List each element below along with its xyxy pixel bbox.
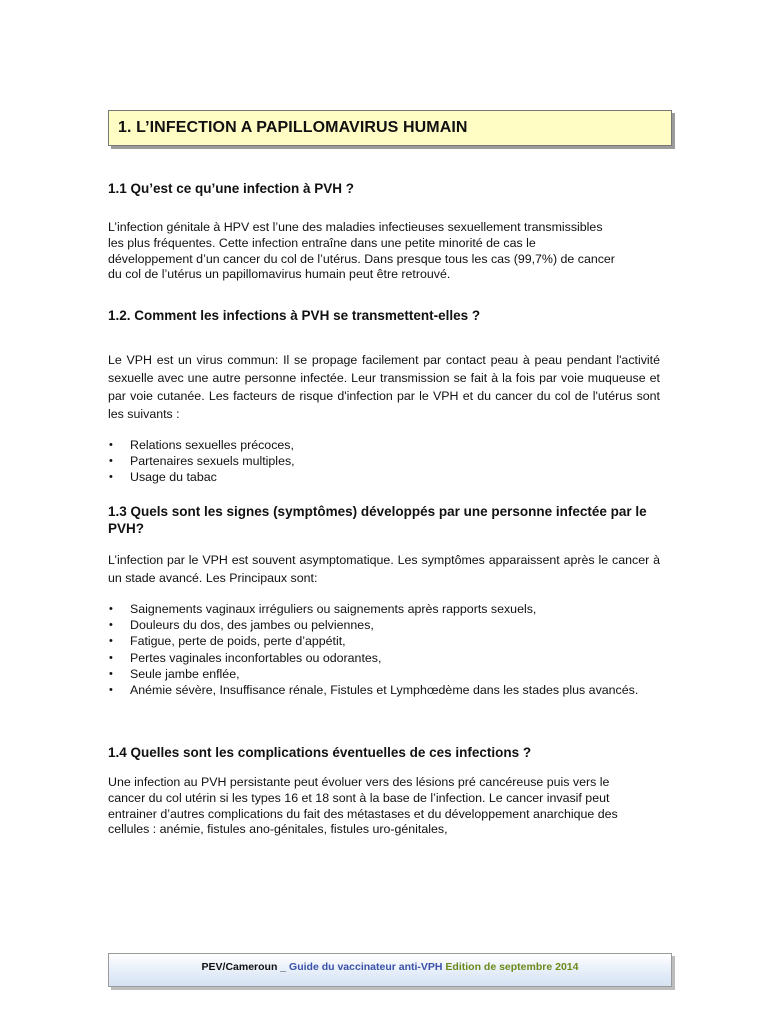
section-2-heading: 1.2. Comment les infections à PVH se transmettent-elles ? xyxy=(108,308,481,323)
page-footer xyxy=(108,953,672,987)
list-item: • Douleurs du dos, des jambes ou pelviennes, xyxy=(109,618,374,633)
bullet-icon: • xyxy=(109,667,113,680)
section-3-paragraph: L’infection par le VPH est souvent asymptomatique. Les symptômes apparaissent après le cancer à un stade avancé. Les Principaux sont: xyxy=(108,553,660,585)
bullet-icon: • xyxy=(109,455,113,468)
bullet-icon: • xyxy=(109,651,113,664)
section-1-paragraph xyxy=(108,220,660,283)
list-item: • Fatigue, perte de poids, perte d’appétit, xyxy=(109,634,346,649)
bullet-icon: • xyxy=(109,603,113,615)
section-4-line: Une infection au PVH persistante peut évoluer vers des lésions pré cancéreuse puis vers le xyxy=(108,775,610,789)
section-4-heading: 1.4 Quelles sont les complications éventuelles de ces infections ? xyxy=(108,745,532,760)
bullet-icon: • xyxy=(109,619,113,632)
bullet-icon: • xyxy=(109,471,113,484)
list-item: • Seule jambe enflée, xyxy=(109,666,240,681)
list-item: • Usage du tabac xyxy=(109,470,217,485)
section-3-bullet-list xyxy=(108,601,660,698)
section-2-paragraph: Le VPH est un virus commun: Il se propage facilement par contact peau à peau pendant l'activité sexuelle avec une autre personne infectée. Leur transmission se fait à la fois par voie muqueuse et par voie cutanée. Les facteurs de risque d'infection par le VPH et du cancer du col de l'utérus sont les suivants : xyxy=(108,353,660,421)
section-2-bullet-list xyxy=(108,437,660,486)
list-item: • Anémie sévère, Insuffisance rénale, Fistules et Lymphœdème dans les stades plus avancés. xyxy=(109,683,639,698)
footer-guide-title: Guide du vaccinateur anti-VPH xyxy=(289,961,446,973)
section-3-heading: 1.3 Quels sont les signes (symptômes) développés par une personne infectée par le PVH? xyxy=(108,504,647,536)
section-1-line: développement d’un cancer du col de l’utérus. Dans presque tous les cas (99,7%) de cancer xyxy=(108,251,615,266)
footer-text xyxy=(109,961,671,973)
list-item: • Saignements vaginaux irréguliers ou saignements après rapports sexuels, xyxy=(109,602,537,616)
list-item: • Partenaires sexuels multiples, xyxy=(109,454,295,469)
footer-organization: PEV/Cameroun _ xyxy=(201,961,290,973)
page-title: 1. L’INFECTION A PAPILLOMAVIRUS HUMAIN xyxy=(118,119,468,136)
section-4-paragraph xyxy=(108,775,660,838)
section-1-line: L’infection génitale à HPV est l’une des maladies infectieuses sexuellement transmissibles xyxy=(108,220,603,234)
section-4-line: entrainer d’autres complications du fait des métastases et du développement anarchique des xyxy=(108,806,618,821)
section-1-heading: 1.1 Qu’est ce qu’une infection à PVH ? xyxy=(108,181,355,196)
title-box xyxy=(108,110,672,146)
bullet-icon: • xyxy=(109,635,113,648)
section-4-line: cellules : anémie, fistules ano-génitales, fistules uro-génitales, xyxy=(108,822,448,837)
footer-edition: Edition de septembre 2014 xyxy=(445,961,579,973)
section-1-line: les plus fréquentes. Cette infection entraîne dans une petite minorité de cas le xyxy=(108,235,536,250)
section-1-line: du col de l’utérus un papillomavirus humain peut être retrouvé. xyxy=(108,267,451,282)
section-4-line: cancer du col utérin si les types 16 et 18 sont à la base de l’infection. Le cancer invasif peut xyxy=(108,790,610,805)
list-item: • Pertes vaginales inconfortables ou odorantes, xyxy=(109,650,382,665)
bullet-icon: • xyxy=(109,684,113,697)
list-item: • Relations sexuelles précoces, xyxy=(109,438,294,452)
bullet-icon: • xyxy=(109,439,113,451)
